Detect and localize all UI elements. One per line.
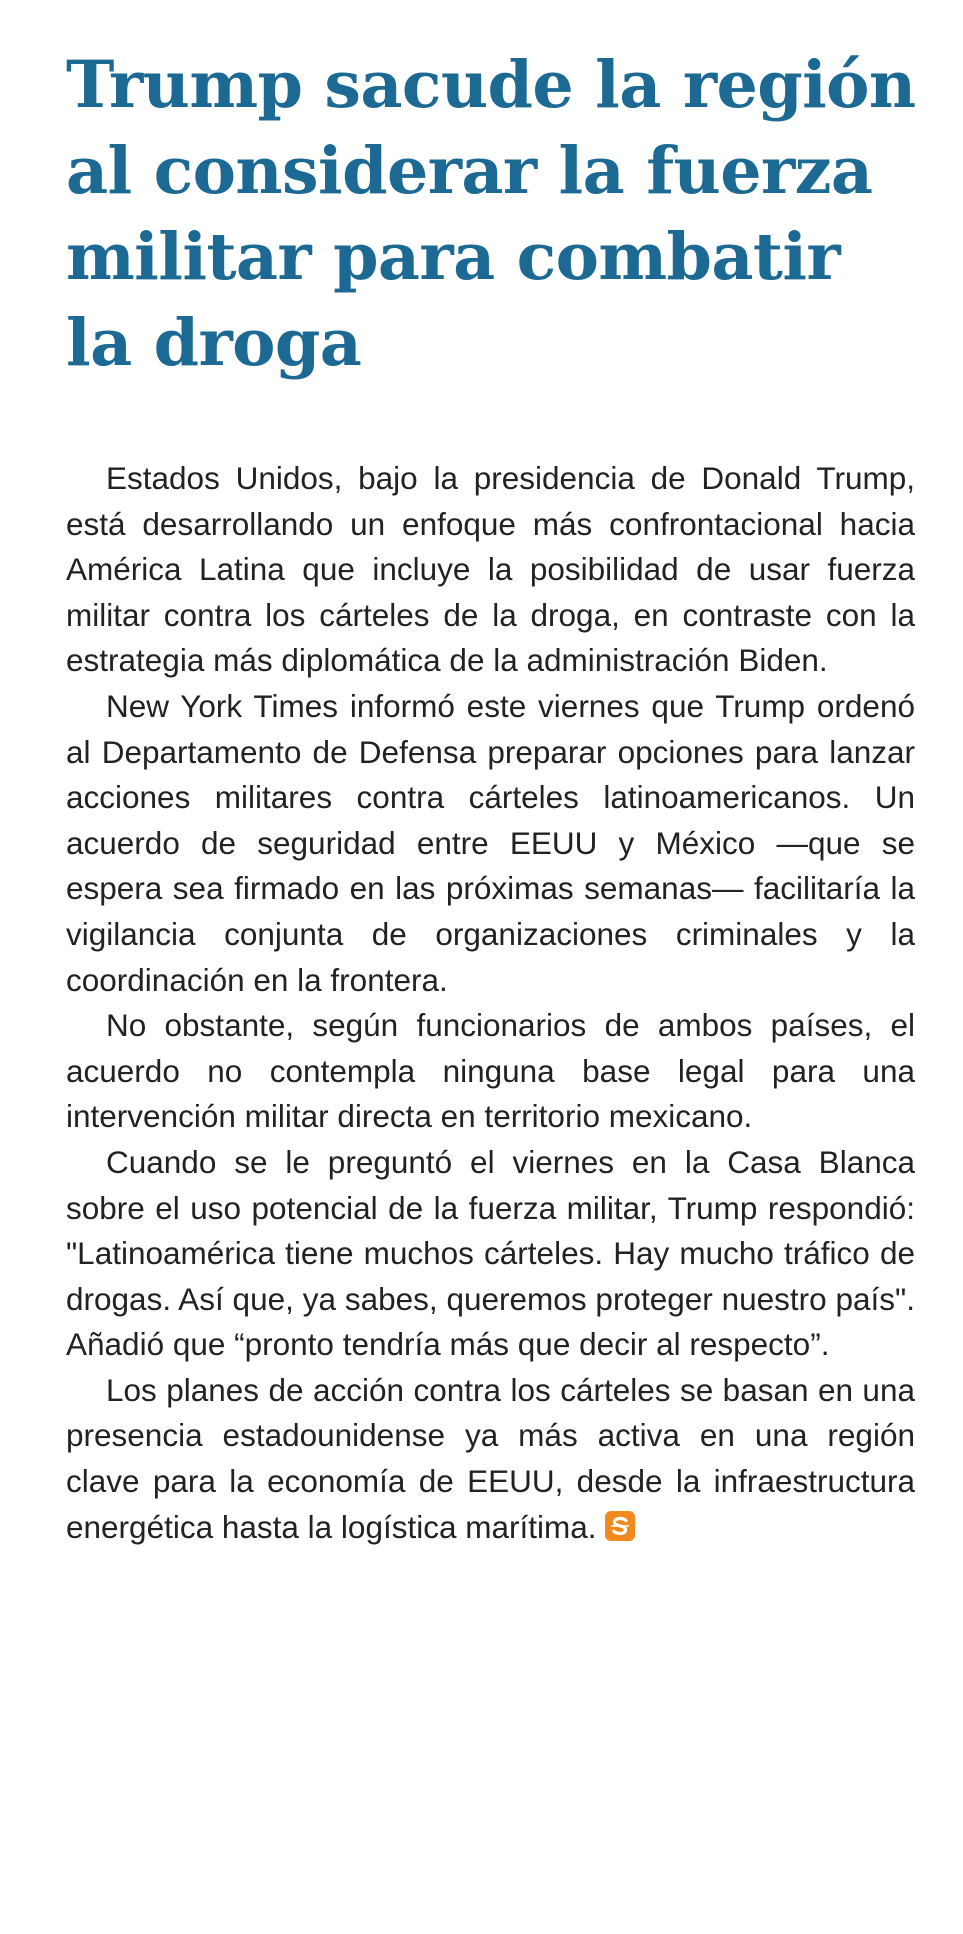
paragraph-5-text: Los planes de acción contra los cárteles se basan en una presencia estadounidense ya más activa en una región clave para la economía de EEUU, desde la infraestructura energética hasta la logística marítima. bbox=[66, 1371, 915, 1545]
paragraph-4-text: Cuando se le preguntó el viernes en la Casa Blanca sobre el uso potencial de la fuerza militar, Trump respondió: "Latinoamérica tiene muchos cárteles. Hay mucho tráfico de drogas. Así que, ya sabes, queremos proteger nuestro país". Añadió que “pronto tendría más que decir al respecto”. bbox=[66, 1143, 915, 1363]
paragraph-3-text: No obstante, según funcionarios de ambos países, el acuerdo no contempla ninguna base legal para una intervención militar directa en territorio mexicano. bbox=[66, 1007, 915, 1135]
headline: Trump sacude la región al considerar la fuerza militar para combatir la droga bbox=[66, 47, 916, 381]
paragraph-4 bbox=[66, 1140, 915, 1368]
paragraph-5 bbox=[66, 1368, 915, 1550]
publication-s-logo-icon bbox=[605, 1511, 635, 1541]
paragraph-3 bbox=[66, 1003, 915, 1140]
paragraph-2 bbox=[66, 684, 915, 1003]
paragraph-2-text: New York Times informó este viernes que Trump ordenó al Departamento de Defensa preparar opciones para lanzar acciones militares contra cárteles latinoamericanos. Un acuerdo de seguridad entre EEUU y México —que se espera sea firmado en las próximas semanas— facilitaría la vigilancia conjunta de organizaciones criminales y la coordinación en la frontera. bbox=[66, 687, 915, 998]
paragraph-1-text: Estados Unidos, bajo la presidencia de Donald Trump, está desarrollando un enfoque más confrontacional hacia América Latina que incluye la posibilidad de usar fuerza militar contra los cárteles de la droga, en contraste con la estrategia más diplomática de la administración Biden. bbox=[66, 460, 915, 679]
article-body bbox=[66, 456, 915, 1550]
paragraph-1 bbox=[66, 456, 915, 684]
